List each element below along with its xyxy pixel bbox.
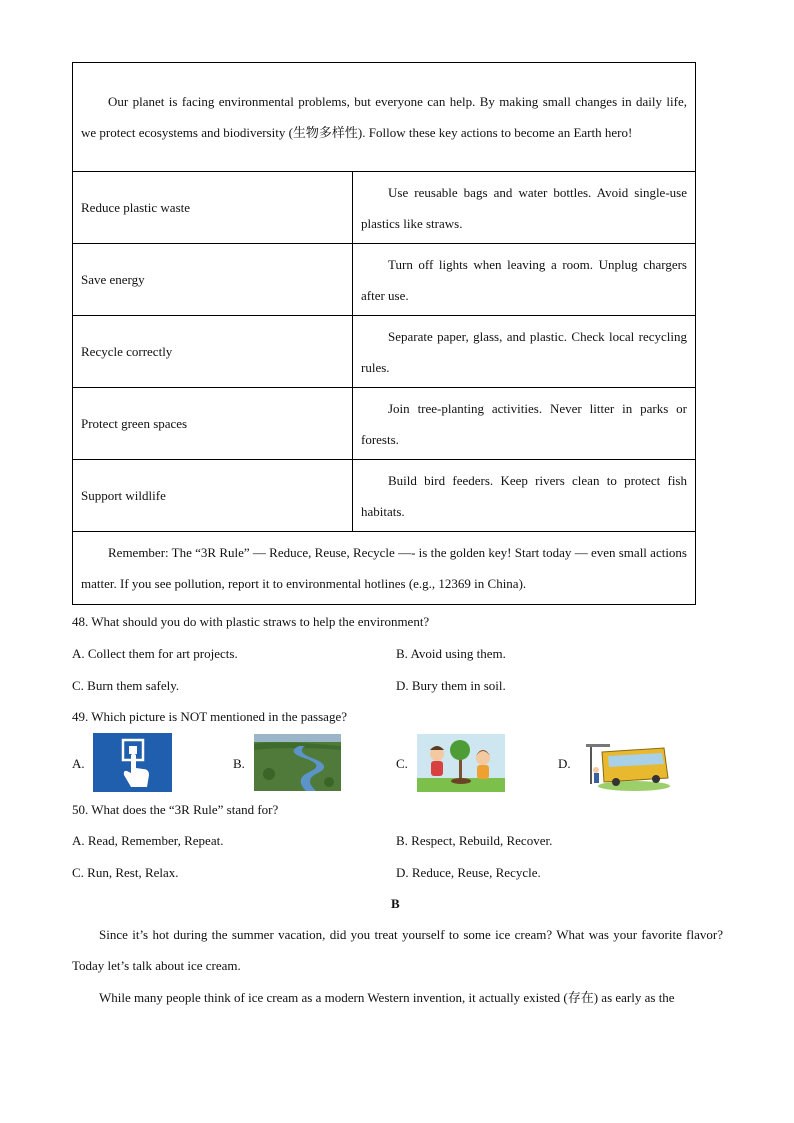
section-b-paragraph: While many people think of ice cream as a modern Western invention, it actually existed (存在) as early as the (99, 990, 675, 1005)
table-row (73, 172, 696, 244)
table-row (73, 316, 696, 388)
passage-footer: Remember: The “3R Rule” — Reduce, Reuse, Recycle —- is the golden key! Start today — even small actions matter. If you see pollution, report it to environmental hotlines (e.g., 12369 in China). (73, 532, 696, 605)
detail-cell: Join tree-planting activities. Never litter in parks or forests. (353, 388, 696, 460)
tree-planting-kids-icon (417, 734, 505, 792)
action-cell: Support wildlife (73, 460, 353, 532)
question-49-stem: 49. Which picture is NOT mentioned in the passage? (72, 709, 347, 724)
q50-option-d[interactable]: D. Reduce, Reuse, Recycle. (396, 865, 541, 880)
bus-stop-icon (584, 738, 673, 794)
q50-option-a[interactable]: A. Read, Remember, Repeat. (72, 833, 224, 848)
detail-cell: Build bird feeders. Keep rivers clean to protect fish habitats. (353, 460, 696, 532)
table-row (73, 244, 696, 316)
action-cell: Save energy (73, 244, 353, 316)
q49-picture-a[interactable] (93, 733, 172, 792)
q48-option-a[interactable]: A. Collect them for art projects. (72, 646, 238, 661)
q48-option-c[interactable]: C. Burn them safely. (72, 678, 180, 693)
q49-label-a: A. (72, 756, 85, 771)
table-row (73, 460, 696, 532)
q49-label-b: B. (233, 756, 245, 771)
section-b-heading: B (391, 896, 400, 911)
passage-table (72, 62, 696, 605)
detail-cell: Separate paper, glass, and plastic. Check local recycling rules. (353, 316, 696, 388)
q50-option-c[interactable]: C. Run, Rest, Relax. (72, 865, 179, 880)
question-50-stem: 50. What does the “3R Rule” stand for? (72, 802, 279, 817)
q49-label-d: D. (558, 756, 571, 771)
table-row (73, 388, 696, 460)
q49-label-c: C. (396, 756, 408, 771)
q48-option-d[interactable]: D. Bury them in soil. (396, 678, 506, 693)
question-48-stem: 48. What should you do with plastic straws to help the environment? (72, 614, 430, 629)
action-cell: Protect green spaces (73, 388, 353, 460)
section-b-paragraph: Since it’s hot during the summer vacation, did you treat yourself to some ice cream? What was your favorite flavor? Today let’s talk about ice cream. (72, 927, 723, 973)
q49-picture-d[interactable] (584, 738, 673, 794)
passage-intro: Our planet is facing environmental problems, but everyone can help. By making small changes in daily life, we protect ecosystems and biodiversity (生物多样性). Follow these key actions to become an Earth hero! (73, 63, 696, 172)
q50-option-b[interactable]: B. Respect, Rebuild, Recover. (396, 833, 553, 848)
river-landscape-icon (254, 734, 341, 791)
q48-option-b[interactable]: B. Avoid using them. (396, 646, 506, 661)
q49-picture-b[interactable] (254, 734, 341, 791)
action-cell: Recycle correctly (73, 316, 353, 388)
light-switch-icon (93, 733, 172, 792)
action-cell: Reduce plastic waste (73, 172, 353, 244)
detail-cell: Use reusable bags and water bottles. Avoid single-use plastics like straws. (353, 172, 696, 244)
detail-cell: Turn off lights when leaving a room. Unplug chargers after use. (353, 244, 696, 316)
q49-picture-c[interactable] (417, 734, 505, 792)
